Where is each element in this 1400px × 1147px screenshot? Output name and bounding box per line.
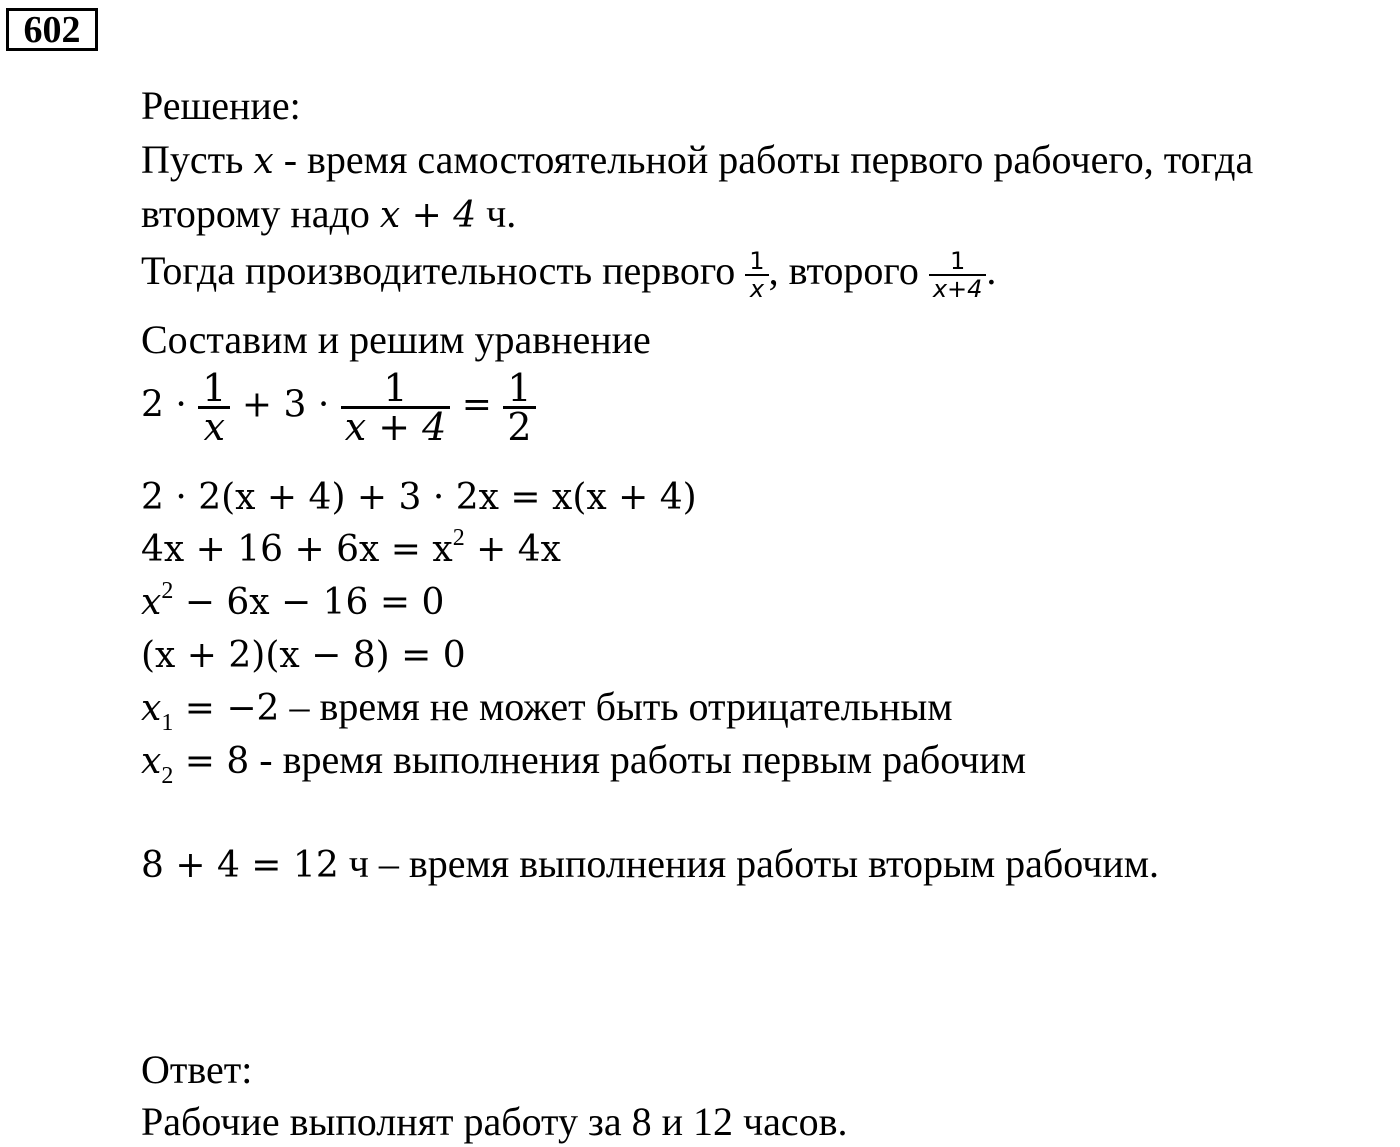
subscript: 2 [161,763,174,789]
fraction-numerator: 1 [507,366,532,410]
root-note: – время не может быть отрицательным [279,684,953,729]
math-variable: x [141,688,162,729]
equation-1 [141,366,536,449]
root-value: = −2 [173,688,280,729]
problem-number: 602 [6,8,98,51]
fraction-denominator: x + 4 [341,406,451,445]
exponent: 2 [161,578,174,604]
fraction-numerator: 1 [383,366,408,410]
equation-4 [141,579,444,625]
text-segment: , второго [768,248,929,294]
math-expression: x + 4 [379,195,477,236]
text-segment: второму надо [141,191,380,236]
solution-label: Решение: [141,83,301,128]
fraction-first-productivity [745,248,768,302]
fraction-denominator: x+4 [929,274,987,302]
equation-text: − 6x − 16 = 0 [173,582,445,623]
math-variable: x [253,141,274,182]
fraction-numerator: 1 [749,247,765,275]
text-line-3 [141,248,996,302]
exponent: 2 [452,525,465,551]
fraction [341,366,451,449]
text-line-1 [141,138,1253,184]
text-line-4: Составим и решим уравнение [141,317,651,362]
calculation-note: ч – время выполнения работы вторым рабочим. [338,841,1160,886]
equation-2 [141,474,697,520]
equation-text: (x + 2)(x − 8) = 0 [141,635,466,676]
fraction-denominator: x [745,274,768,302]
fraction-numerator: 1 [202,366,227,410]
fraction-denominator: 2 [503,406,535,445]
answer-text: Рабочие выполнят работу за 8 и 12 часов. [141,1099,848,1144]
fraction [198,366,230,449]
text-segment: . [986,248,997,294]
math-variable: x [141,582,162,623]
text-segment: Тогда производительность первого [141,248,746,294]
root-value: = 8 [173,741,250,782]
text-segment: Пусть [141,137,254,182]
equation-part: + 3 · [230,384,341,426]
fraction [503,366,535,449]
root-note: - время выполнения работы первым рабочим [249,737,1026,782]
answer-label: Ответ: [141,1047,253,1092]
math-variable: x [141,741,162,782]
subscript: 1 [161,710,174,736]
equation-text: + 4x [464,529,561,570]
equation-5 [141,632,466,678]
root-1 [141,684,953,736]
text-segment: - время самостоятельной работы первого рабочего, тогда [273,137,1254,182]
equation-3 [141,526,561,572]
fraction-numerator: 1 [949,247,966,275]
equation-part: 2 · [141,384,199,426]
root-2 [141,737,1026,789]
equation-part: = [450,384,504,426]
text-line-2 [141,192,516,238]
equation-text: 4x + 16 + 6x = x [141,529,453,570]
equation-text: 2 · 2(x + 4) + 3 · 2x = x(x + 4) [141,477,697,518]
calculation-line [141,842,1159,888]
text-segment: ч. [476,191,517,236]
fraction-second-productivity [929,248,987,302]
fraction-denominator: x [198,406,230,445]
calculation: 8 + 4 = 12 [141,845,339,886]
